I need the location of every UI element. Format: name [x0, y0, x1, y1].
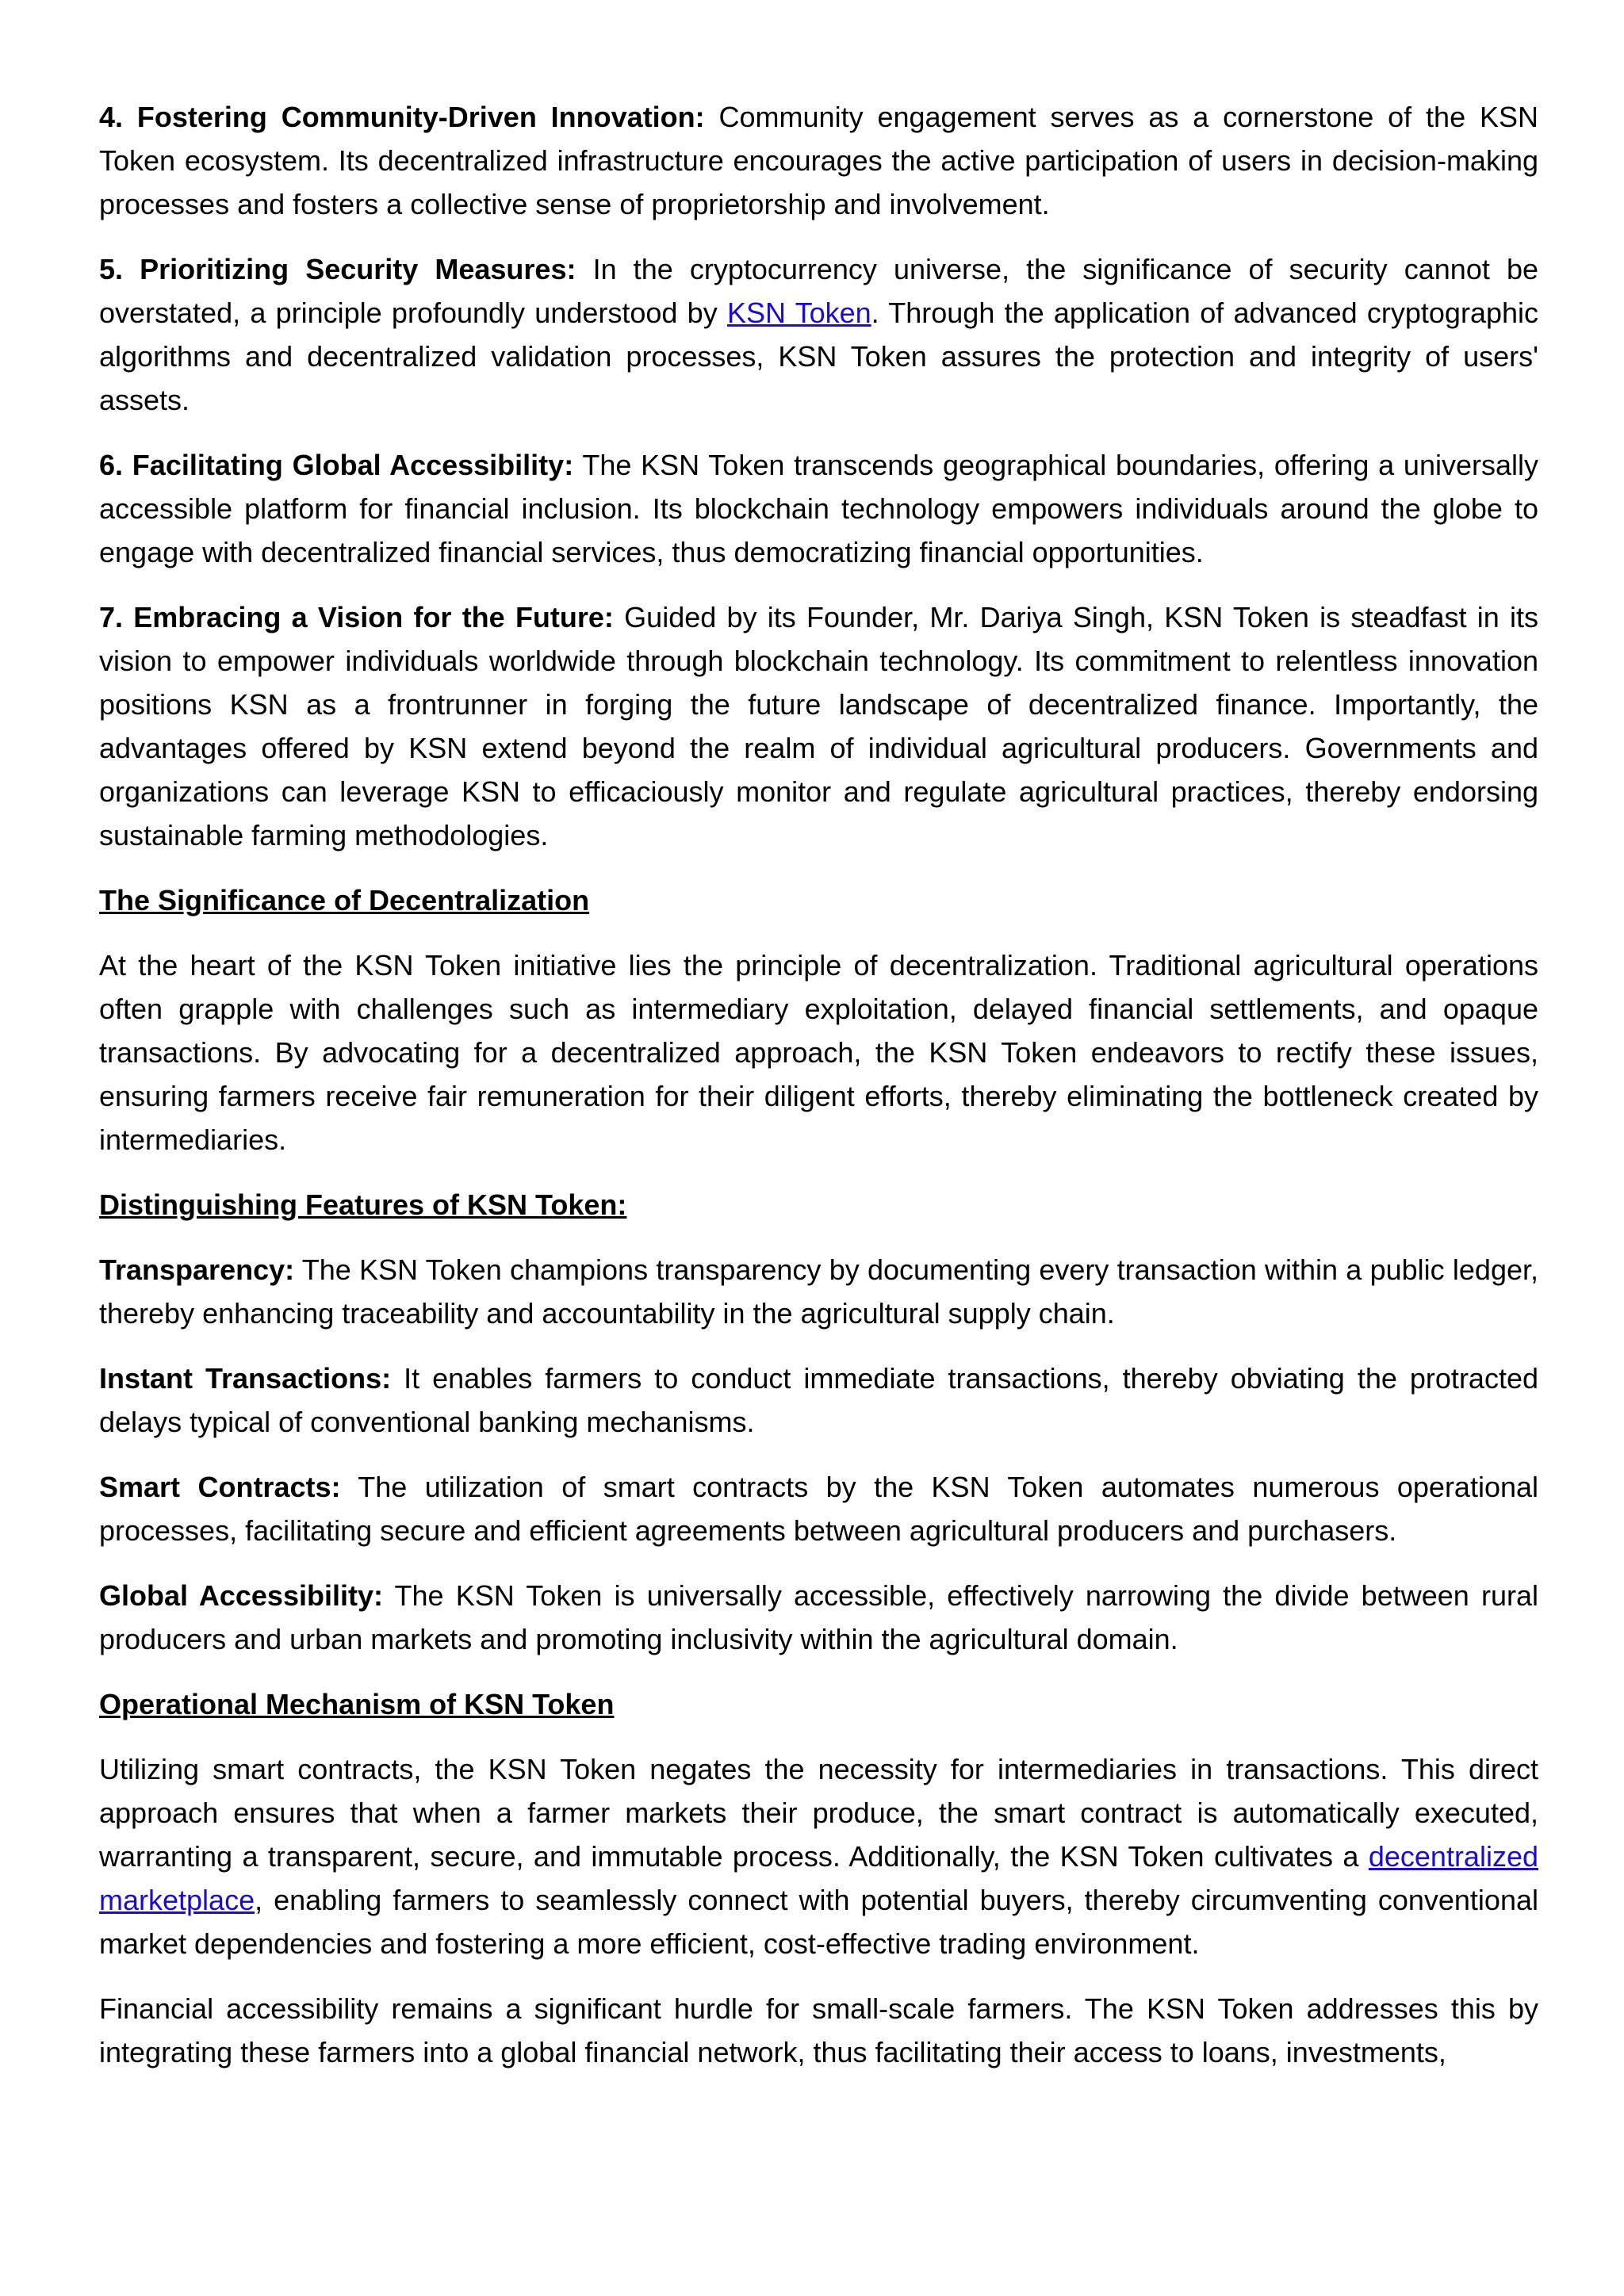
feature-smart-contracts	[99, 1465, 1538, 1552]
feature-smart-contracts-text: The utilization of smart contracts by the KSN Token automates numerous operational processes, facilitating secure and efficient agreements between agricultural producers and purchasers.	[99, 1471, 1539, 1547]
point-7-lead: 7. Embracing a Vision for the Future:	[99, 601, 614, 633]
point-6-text: The KSN Token transcends geographical boundaries, offering a universally accessible platform for financial inclusion. Its blockchain technology empowers individuals around the globe to engage with decentralized financial services, thus democratizing financial opportunities.	[99, 449, 1538, 568]
feature-instant-transactions	[99, 1357, 1538, 1444]
decentralization-paragraph: At the heart of the KSN Token initiative lies the principle of decentralization. Traditional agricultural operations often grapple with challenges such as intermediary exploitation, delayed financial settlements, and opaque transactions. By advocating for a decentralized approach, the KSN Token endeavors to rectify these issues, ensuring farmers receive fair remuneration for their diligent efforts, thereby eliminating the bottleneck created by intermediaries.	[99, 949, 1538, 1156]
feature-smart-contracts-lead: Smart Contracts:	[99, 1471, 341, 1503]
point-5-lead: 5. Prioritizing Security Measures:	[99, 253, 576, 285]
point-6-paragraph	[99, 443, 1538, 574]
feature-transparency-text: The KSN Token champions transparency by documenting every transaction within a public ledger, thereby enhancing traceability and accountability in the agricultural supply chain.	[99, 1253, 1538, 1330]
point-4-text: Community engagement serves as a cornerstone of the KSN Token ecosystem. Its decentralized infrastructure encourages the active participation of users in decision-making processes and fosters a collective sense of proprietorship and involvement.	[99, 101, 1538, 220]
point-4-paragraph	[99, 95, 1538, 226]
decentralization-heading: The Significance of Decentralization	[99, 884, 590, 916]
ksn-token-link[interactable]: KSN Token	[726, 297, 871, 329]
feature-global-accessibility-text: The KSN Token is universally accessible, effectively narrowing the divide between rural producers and urban markets and promoting inclusivity within the agricultural domain.	[99, 1579, 1538, 1655]
mechanism-heading: Operational Mechanism of KSN Token	[99, 1688, 615, 1720]
point-4-lead: 4. Fostering Community-Driven Innovation:	[99, 101, 705, 133]
point-7-text: Guided by its Founder, Mr. Dariya Singh, KSN Token is steadfast in its vision to empower individuals worldwide through blockchain technology. Its commitment to relentless innovation positions KSN as a frontrunner in forging the future landscape of decentralized finance. Importantly, the advantages offered by KSN extend beyond the realm of individual agricultural producers. Governments and organizations can leverage KSN to efficaciously monitor and regulate agricultural practices, thereby endorsing sustainable farming methodologies.	[99, 601, 1539, 851]
feature-instant-transactions-lead: Instant Transactions:	[99, 1362, 392, 1395]
point-5-text-before-link: In the cryptocurrency universe, the significance of security cannot be overstated, a principle profoundly understood by	[99, 253, 1538, 329]
feature-transparency-lead: Transparency:	[99, 1253, 295, 1286]
decentralized-marketplace-link[interactable]: decentralized marketplace	[99, 1840, 1538, 1916]
feature-instant-transactions-text: It enables farmers to conduct immediate transactions, thereby obviating the protracted delays typical of conventional banking mechanisms.	[99, 1362, 1538, 1438]
mechanism-paragraph-2: Financial accessibility remains a significant hurdle for small-scale farmers. The KSN Token addresses this by integrating these farmers into a global financial network, thus facilitating their access to loans, investments,	[99, 1992, 1538, 2068]
document-page	[99, 95, 1538, 2095]
mechanism-text-before-link: Utilizing smart contracts, the KSN Token negates the necessity for intermediaries in transactions. This direct approach ensures that when a farmer markets their produce, the smart contract is automatically executed, warranting a transparent, secure, and immutable process. Additionally, the KSN Token cultivates a	[99, 1753, 1538, 1873]
mechanism-text-after-link: , enabling farmers to seamlessly connect with potential buyers, thereby circumventing conventional market dependencies and fostering a more efficient, cost-effective trading environment.	[99, 1884, 1538, 1960]
point-5-text-after-link: . Through the application of advanced cryptographic algorithms and decentralized validation processes, KSN Token assures the protection and integrity of users' assets.	[99, 297, 1539, 416]
feature-global-accessibility	[99, 1574, 1538, 1661]
point-5-paragraph	[99, 247, 1538, 422]
point-6-lead: 6. Facilitating Global Accessibility:	[99, 449, 574, 481]
mechanism-paragraph-1	[99, 1747, 1538, 1965]
feature-global-accessibility-lead: Global Accessibility:	[99, 1579, 383, 1612]
features-heading: Distinguishing Features of KSN Token:	[99, 1188, 627, 1221]
feature-transparency	[99, 1248, 1538, 1335]
point-7-paragraph	[99, 595, 1538, 857]
